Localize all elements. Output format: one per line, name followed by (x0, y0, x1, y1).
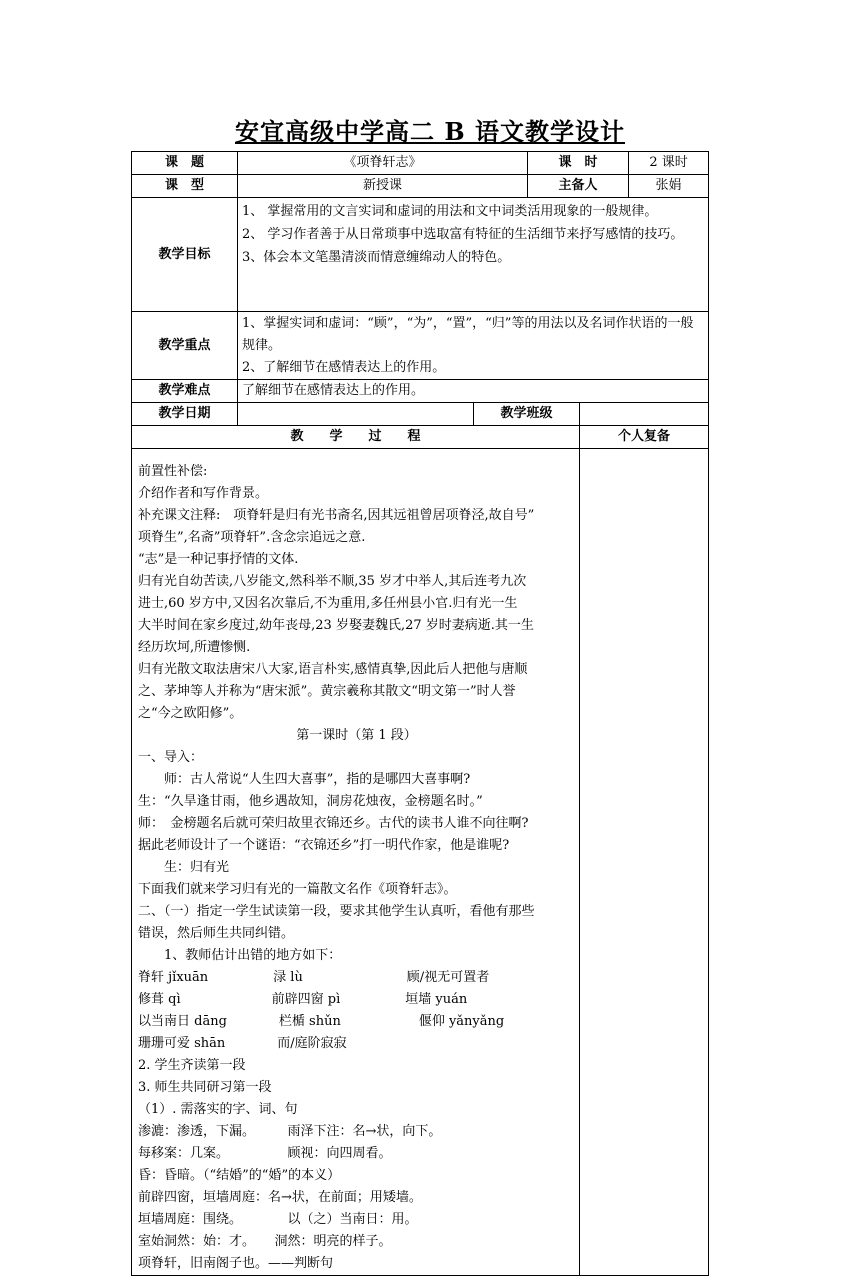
process-line: 下面我们就来学习归有光的一篇散文名作《项脊轩志》。 (138, 882, 457, 897)
topic-value: 《项脊轩志》 (238, 152, 528, 175)
difficulty-value: 了解细节在感情表达上的作用。 (238, 380, 709, 403)
hours-value: 2 课时 (629, 152, 709, 175)
type-label: 课 型 (132, 175, 238, 198)
date-label: 教学日期 (132, 403, 238, 426)
process-line: 归有光散文取法唐宋八大家,语言朴实,感情真挚,因此后人把他与唐顺 (138, 662, 528, 677)
process-line: 每移案：几案。 顾视：向四周看。 (138, 1146, 392, 1161)
key-point: 2、了解细节在感情表达上的作用。 (242, 360, 446, 375)
process-line: 2. 学生齐读第一段 (138, 1058, 246, 1073)
table-row (132, 312, 709, 380)
process-line: 介绍作者和写作背景。 (138, 486, 269, 501)
process-line: 3. 师生共同研习第一段 (138, 1080, 272, 1095)
review-content (580, 449, 709, 1276)
process-line: 之、茅坤等人并称为“唐宋派”。黄宗羲称其散文“明文第一”时人誉 (138, 684, 516, 699)
table-row (132, 426, 709, 449)
process-line: 第一课时（第 1 段） (296, 728, 417, 743)
process-line: 生：归有光 (138, 860, 230, 875)
process-lines (138, 461, 575, 1275)
process-line: 前置性补偿: (138, 464, 208, 479)
process-line: 归有光自幼苦读,八岁能文,然科举不顺,35 岁才中举人,其后连考九次 (138, 574, 527, 589)
process-line: 修葺 qì 前辟四窗 pì 垣墙 yuán (138, 992, 468, 1007)
topic-label: 课 题 (132, 152, 238, 175)
process-line: （1）. 需落实的字、词、句 (138, 1102, 298, 1117)
difficulty-label: 教学难点 (132, 380, 238, 403)
page-title: 安宜高级中学高二 B 语文教学设计 (235, 117, 625, 146)
date-value (238, 403, 474, 426)
process-line: 错误，然后师生共同纠错。 (138, 926, 295, 941)
table-row (132, 380, 709, 403)
process-line: 以当南日 dāng 栏楯 shǔn 偃仰 yǎnyǎng (138, 1014, 505, 1029)
process-line: 脊轩 jǐxuān 渌 lù 顾/视无可置者 (138, 970, 490, 985)
preparer-value: 张娟 (629, 175, 709, 198)
process-line: 进士,60 岁方中,又因名次靠后,不为重用,多任州县小官.归有光一生 (138, 596, 518, 611)
table-row (132, 449, 709, 1276)
process-line: 经历坎坷,所遭惨恻. (138, 640, 251, 655)
process-line: 1、教师估计出错的地方如下： (138, 948, 342, 963)
goal-item: 2、 学习作者善于从日常琐事中选取富有特征的生活细节来抒写感情的技巧。 (242, 227, 684, 242)
process-line: 补充课文注释: 项脊轩是归有光书斋名,因其远祖曾居项脊泾,故自号” (138, 508, 535, 523)
goals-list (238, 198, 709, 312)
process-line: 项脊轩，旧南阁子也。——判断句 (138, 1256, 334, 1271)
key-label: 教学重点 (132, 312, 238, 380)
process-line: “志”是一种记事抒情的文体. (138, 552, 299, 567)
process-line: 昏：昏暗。（“结婚”的“婚”的本义） (138, 1168, 341, 1183)
process-line: 珊珊可爱 shān 而/庭阶寂寂 (138, 1036, 347, 1051)
table-row (132, 198, 709, 312)
review-label: 个人复备 (580, 426, 709, 449)
lesson-plan-table (131, 151, 709, 1276)
goals-label: 教学目标 (132, 198, 238, 312)
process-line: 师： 金榜题名后就可荣归故里衣锦还乡。古代的读书人谁不向往啊? (138, 816, 529, 831)
process-line: 生：“久旱逢甘雨，他乡遇故知，洞房花烛夜，金榜题名时。” (138, 794, 483, 809)
process-line: 垣墙周庭：围绕。 以（之）当南日：用。 (138, 1212, 418, 1227)
hours-label: 课 时 (528, 152, 629, 175)
type-value: 新授课 (238, 175, 528, 198)
process-content (132, 449, 580, 1276)
preparer-label: 主备人 (528, 175, 629, 198)
process-line: 渗漉：渗透，下漏。 雨泽下注：名→状，向下。 (138, 1124, 442, 1139)
table-row (132, 403, 709, 426)
process-label: 教 学 过 程 (132, 426, 580, 449)
process-line: 据此老师设计了一个谜语：“衣锦还乡”打一明代作家，他是谁呢? (138, 838, 510, 853)
goal-item: 1、 掌握常用的文言实词和虚词的用法和文中词类活用现象的一般规律。 (242, 204, 658, 219)
class-label: 教学班级 (474, 403, 580, 426)
key-points (238, 312, 709, 380)
table-row (132, 175, 709, 198)
process-line: 二、（一）指定一学生试读第一段，要求其他学生认真听，看他有那些 (138, 904, 535, 919)
table-row (132, 152, 709, 175)
process-line: 室始洞然：始：才。 洞然：明亮的样子。 (138, 1234, 392, 1249)
process-line: 大半时间在家乡度过,幼年丧母,23 岁娶妻魏氏,27 岁时妻病逝.其一生 (138, 618, 534, 633)
process-line: 之“今之欧阳修”。 (138, 706, 243, 721)
process-line: 项脊生”,名斋”项脊轩”.含念宗追远之意. (138, 530, 366, 545)
key-point: 1、掌握实词和虚词：“顾”，“为”，“置”，“归”等的用法以及名词作状语的一般规律。 (242, 316, 694, 353)
class-value (580, 403, 709, 426)
goal-item: 3、体会本文笔墨清淡而情意缠绵动人的特色。 (242, 250, 511, 265)
process-line: 师：古人常说“人生四大喜事”，指的是哪四大喜事啊? (138, 772, 471, 787)
process-line: 前辟四窗，垣墙周庭：名→状，在前面；用矮墙。 (138, 1190, 422, 1205)
process-line: 一、导入： (138, 750, 204, 765)
